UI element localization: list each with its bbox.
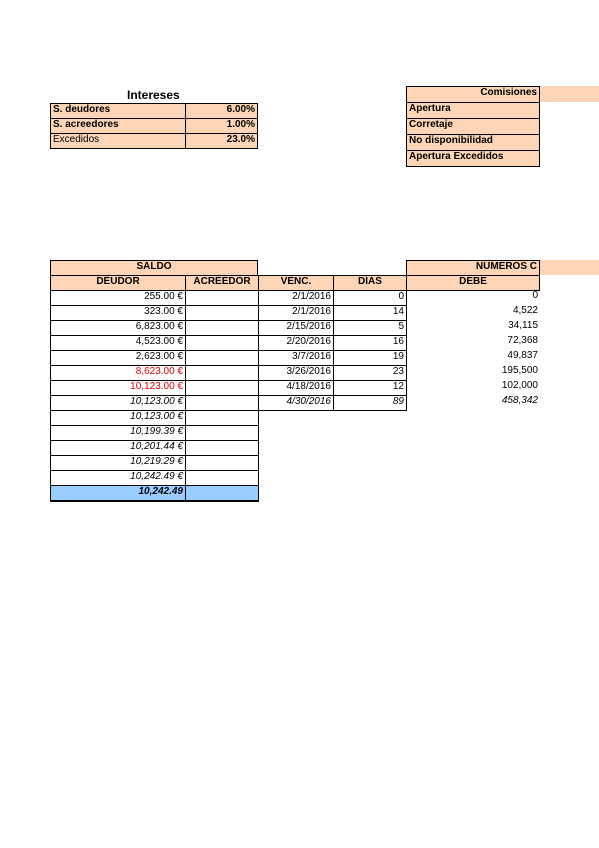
- venc-cell: 2/15/2016: [258, 320, 334, 336]
- debe-cell: 49,837: [507, 350, 538, 361]
- totals-underline: [258, 410, 407, 411]
- venc-cell: 4/18/2016: [258, 380, 334, 396]
- intereses-title: Intereses: [127, 88, 180, 102]
- deudor-extra: 10,199.39 €: [50, 425, 186, 441]
- debe-cell: 0: [532, 290, 538, 301]
- dias-cell: 14: [333, 305, 407, 321]
- debe-cell: 72,368: [507, 335, 538, 346]
- debe-cell: 34,115: [508, 320, 538, 331]
- deudor-extra: 10,242.49 €: [50, 470, 186, 486]
- deudor-total: 10,123.00 €: [50, 395, 186, 411]
- acreedor-cell: [185, 350, 259, 366]
- deudor-extra: 10,219.29 €: [50, 455, 186, 471]
- acreedor-extra: [185, 470, 259, 486]
- numeros-header-overflow: [540, 260, 599, 275]
- venc-total: 4/30/2016: [258, 395, 334, 411]
- deudor-cell: 323.00 €: [50, 305, 186, 321]
- deudor-cell: 2,623.00 €: [50, 350, 186, 366]
- comisiones-item: Corretaje: [406, 118, 540, 135]
- final-underline: [50, 500, 259, 502]
- comisiones-item: Apertura: [406, 102, 540, 119]
- debe-total: 458,342: [501, 395, 538, 406]
- dias-cell: 23: [333, 365, 407, 381]
- comisiones-title: Comisiones: [406, 86, 540, 103]
- acreedor-cell: [185, 290, 259, 306]
- dias-cell: 19: [333, 350, 407, 366]
- acreedor-cell: [185, 380, 259, 396]
- saldo-header: SALDO: [50, 260, 258, 276]
- venc-cell: 3/7/2016: [258, 350, 334, 366]
- intereses-value: 1.00%: [185, 118, 258, 134]
- venc-cell: 2/20/2016: [258, 335, 334, 351]
- col-debe: DEBE: [406, 275, 540, 291]
- deudor-extra: 10,123.00 €: [50, 410, 186, 426]
- venc-cell: 2/1/2016: [258, 290, 334, 306]
- deudor-cell: 255.00 €: [50, 290, 186, 306]
- dias-cell: 0: [333, 290, 407, 306]
- intereses-value: 23.0%: [185, 133, 258, 149]
- comisiones-item: Apertura Excedidos: [406, 150, 540, 167]
- deudor-cell: 6,823.00 €: [50, 320, 186, 336]
- acreedor-extra: [185, 410, 259, 426]
- dias-cell: 5: [333, 320, 407, 336]
- debe-cell: 102,000: [501, 380, 538, 391]
- dias-cell: 12: [333, 380, 407, 396]
- acreedor-extra: [185, 425, 259, 441]
- intereses-label: Excedidos: [50, 133, 186, 149]
- acreedor-total: [185, 395, 259, 411]
- col-dias: DÍAS: [333, 275, 407, 291]
- acreedor-cell: [185, 335, 259, 351]
- dias-cell: 16: [333, 335, 407, 351]
- col-deudor: DEUDOR: [50, 275, 186, 291]
- dias-total: 89: [333, 395, 407, 411]
- intereses-label: S. acreedores: [50, 118, 186, 134]
- acreedor-cell: [185, 320, 259, 336]
- acreedor-extra: [185, 455, 259, 471]
- acreedor-cell: [185, 305, 259, 321]
- debe-cell: 195,500: [501, 365, 538, 376]
- deudor-cell: 10,123.00 €: [50, 380, 186, 396]
- deudor-extra: 10,201.44 €: [50, 440, 186, 456]
- col-acreedor: ACREEDOR: [185, 275, 259, 291]
- acreedor-extra: [185, 440, 259, 456]
- intereses-value: 6.00%: [185, 103, 258, 119]
- acreedor-cell: [185, 365, 259, 381]
- deudor-cell: 8,623.00 €: [50, 365, 186, 381]
- acreedor-final: [185, 485, 259, 501]
- deudor-cell: 4,523.00 €: [50, 335, 186, 351]
- deudor-final: 10,242.49: [50, 485, 186, 501]
- venc-cell: 3/26/2016: [258, 365, 334, 381]
- debe-cell: 4,522: [512, 305, 538, 316]
- venc-cell: 2/1/2016: [258, 305, 334, 321]
- comisiones-title-overflow: [540, 86, 599, 102]
- numeros-header: NÚMEROS C: [406, 260, 540, 276]
- col-venc: VENC.: [258, 275, 334, 291]
- comisiones-item: No disponibilidad: [406, 134, 540, 151]
- intereses-label: S. deudores: [50, 103, 186, 119]
